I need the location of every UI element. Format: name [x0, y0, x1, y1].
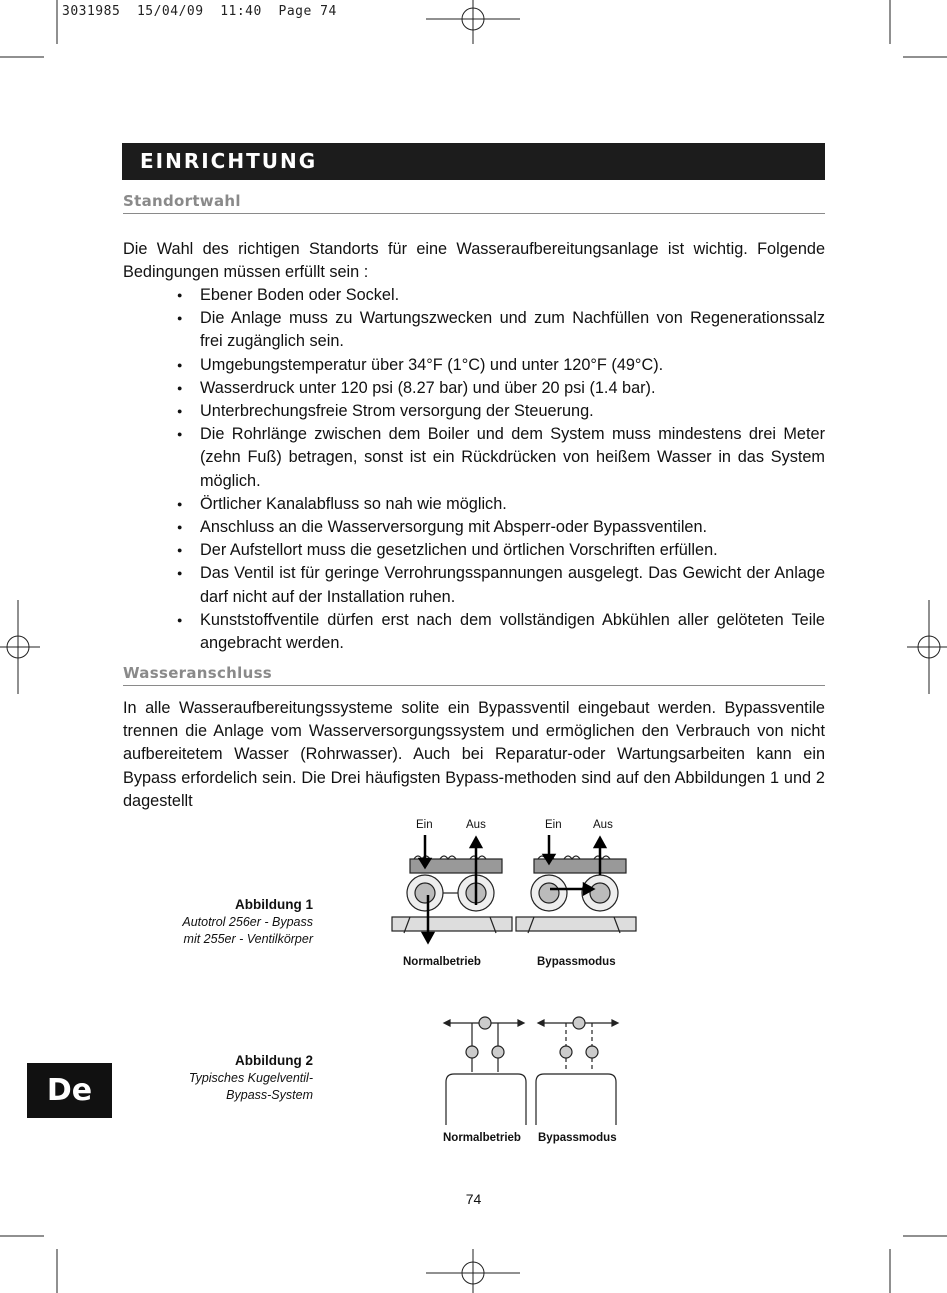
standortwahl-heading: Standortwahl: [123, 192, 825, 214]
list-item: ● Ebener Boden oder Sockel.: [177, 284, 825, 307]
list-item: ● Örtlicher Kanalabfluss so nah wie möglich.: [177, 493, 825, 516]
wasseranschluss-heading: Wasseranschluss: [123, 664, 825, 686]
wasseranschluss-paragraph: In alle Wasseraufbereitungssysteme solite ein Bypassventil eingebaut werden. Bypassventile trennen die Anlage vom Wasserversorgungssystem und ermöglichen den Verbrauch von nicht aufbereitetem Wasser (Rohrwasser). Auch bei Reparatur-oder Wartungsarbeiten kann ein Bypass erfordelich sein. Die Drei häufigsten Bypass-methoden sind auf den Abbildungen 1 und 2 dagestellt: [123, 699, 825, 810]
standortwahl-intro: Die Wahl des richtigen Standorts für eine Wasseraufbereitungsanlage ist wichtig. Folgende Bedingungen müssen erfüllt sein :: [123, 240, 825, 282]
figure1-out-label-left: Aus: [466, 819, 486, 831]
list-item: ● Anschluss an die Wasserversorgung mit Absperr-oder Bypassventilen.: [177, 516, 825, 539]
page-number: 74: [465, 1191, 482, 1207]
section-title: EINRICHTUNG: [140, 149, 318, 173]
list-item: ● Die Anlage muss zu Wartungszwecken und zum Nachfüllen von Regenerationssalz frei zugänglich sein.: [177, 307, 825, 353]
requirements-list: [177, 284, 825, 655]
figure1-bypass-label: Bypassmodus: [537, 956, 616, 968]
list-item: ● Kunststoffventile dürfen erst nach dem vollständigen Abkühlen aller gelöteten Teile angebracht werden.: [177, 609, 825, 655]
figure1-in-label-right: Ein: [545, 819, 562, 831]
list-item: ● Das Ventil ist für geringe Verrohrungsspannungen ausgelegt. Das Gewicht der Anlage darf nicht auf der Installation ruhen.: [177, 562, 825, 608]
language-tab: De: [27, 1063, 112, 1118]
list-item: ● Unterbrechungsfreie Strom versorgung der Steuerung.: [177, 400, 825, 423]
figure1-out-label-right: Aus: [593, 819, 613, 831]
figure1-caption-line1: Autotrol 256er - Bypass: [182, 915, 313, 929]
figure1-normal-label: Normalbetrieb: [403, 956, 481, 968]
printer-slug: 3031985 15/04/09 11:40 Page 74: [62, 4, 337, 19]
list-item: ● Umgebungstemperatur über 34°F (1°C) und unter 120°F (49°C).: [177, 354, 825, 377]
list-item: ● Der Aufstellort muss die gesetzlichen und örtlichen Vorschriften erfüllen.: [177, 539, 825, 562]
figure1-title: Abbildung 1: [235, 897, 313, 912]
list-item: ● Die Rohrlänge zwischen dem Boiler und dem System muss mindestens drei Meter (zehn Fuß) betragen, sonst ist ein Rückdrücken von heißem Wasser in das System möglich.: [177, 423, 825, 493]
list-item: ● Wasserdruck unter 120 psi (8.27 bar) und über 20 psi (1.4 bar).: [177, 377, 825, 400]
figure2-caption-line1: Typisches Kugelventil-: [188, 1071, 313, 1085]
figure1-caption-line2: mit 255er - Ventilkörper: [183, 932, 313, 946]
figure1-in-label-left: Ein: [416, 819, 433, 831]
figure2-normal-label: Normalbetrieb: [443, 1132, 521, 1144]
figure1-bypass-valve-drawing: [390, 835, 642, 945]
figure2-title: Abbildung 2: [235, 1053, 313, 1068]
figure1-caption: [113, 896, 313, 948]
figure2-caption-line2: Bypass-System: [226, 1088, 313, 1102]
figure2-ball-valve-drawing: [440, 1010, 620, 1128]
figure2-caption: [113, 1052, 313, 1104]
figure2-bypass-label: Bypassmodus: [538, 1132, 617, 1144]
section-header: [122, 143, 825, 180]
